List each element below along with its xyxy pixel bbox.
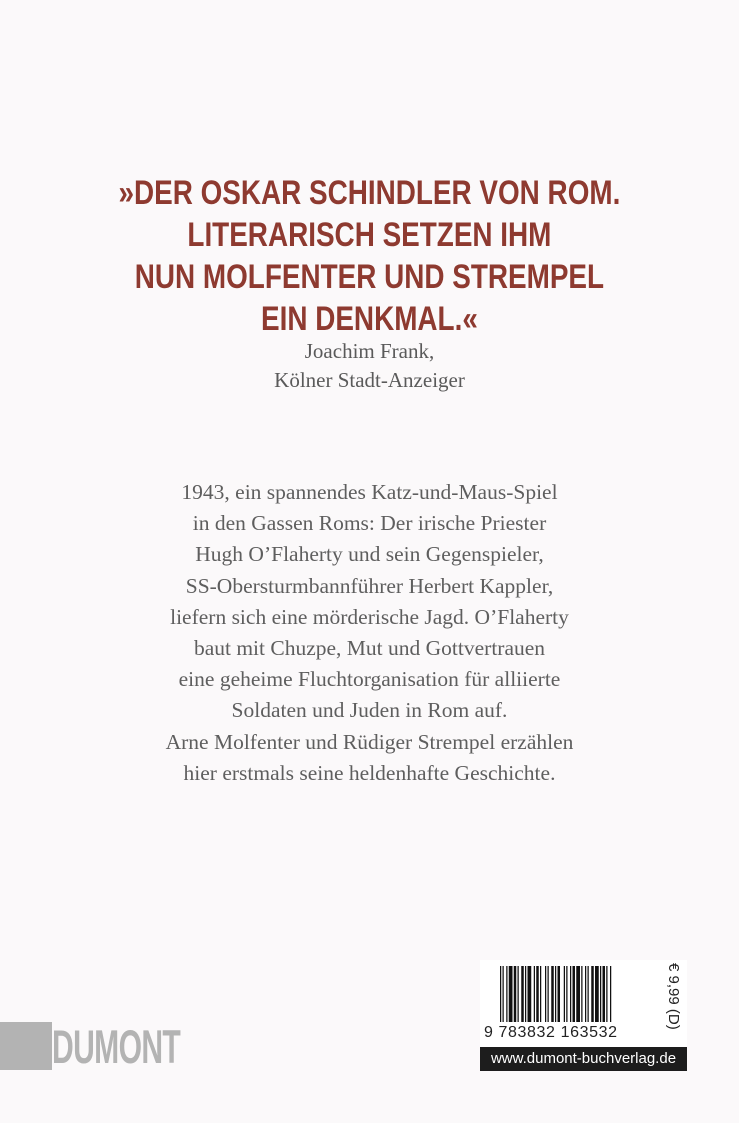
attribution-source: Kölner Stadt-Anzeiger: [274, 368, 465, 392]
blurb-line: hier erstmals seine heldenhafte Geschichte.: [183, 760, 556, 785]
price-label: € 9,99 (D): [665, 963, 682, 1030]
blurb-line: 1943, ein spannendes Katz-und-Maus-Spiel: [181, 480, 558, 504]
isbn-number: 9 783832 163532: [484, 1024, 618, 1041]
blurb-line: eine geheime Fluchtorganisation für alliierte: [178, 667, 561, 692]
blurb-line: Soldaten und Juden in Rom auf.: [231, 698, 508, 723]
book-blurb: [0, 477, 739, 789]
logo-bar: [0, 1022, 52, 1070]
review-quote: [66, 172, 672, 340]
logo-text: DUMONT: [52, 1020, 181, 1073]
quote-line: NUN MOLFENTER UND STREMPEL: [134, 258, 605, 296]
blurb-line: Hugh O’Flaherty und sein Gegenspieler,: [195, 542, 544, 567]
blurb-line: in den Gassen Roms: Der irische Priester: [192, 511, 547, 536]
attribution-name: Joachim Frank,: [304, 339, 435, 363]
quote-line: »DER OSKAR SCHINDLER VON ROM.: [118, 174, 621, 212]
quote-line: LITERARISCH SETZEN IHM: [187, 216, 552, 254]
blurb-line: baut mit Chuzpe, Mut und Gottvertrauen: [193, 636, 546, 661]
blurb-line: Arne Molfenter und Rüdiger Strempel erzählen: [165, 729, 574, 754]
barcode-panel: [480, 960, 687, 1047]
blurb-line: liefern sich eine mörderische Jagd. O’Flaherty: [170, 604, 569, 629]
barcode-icon: [500, 966, 655, 1022]
publisher-logo: [0, 1020, 184, 1073]
quote-line: EIN DENKMAL.«: [260, 300, 478, 338]
blurb-line: SS-Obersturmbannführer Herbert Kappler,: [185, 573, 554, 598]
publisher-website: www.dumont-buchverlag.de: [480, 1047, 687, 1071]
quote-attribution: [0, 337, 739, 395]
